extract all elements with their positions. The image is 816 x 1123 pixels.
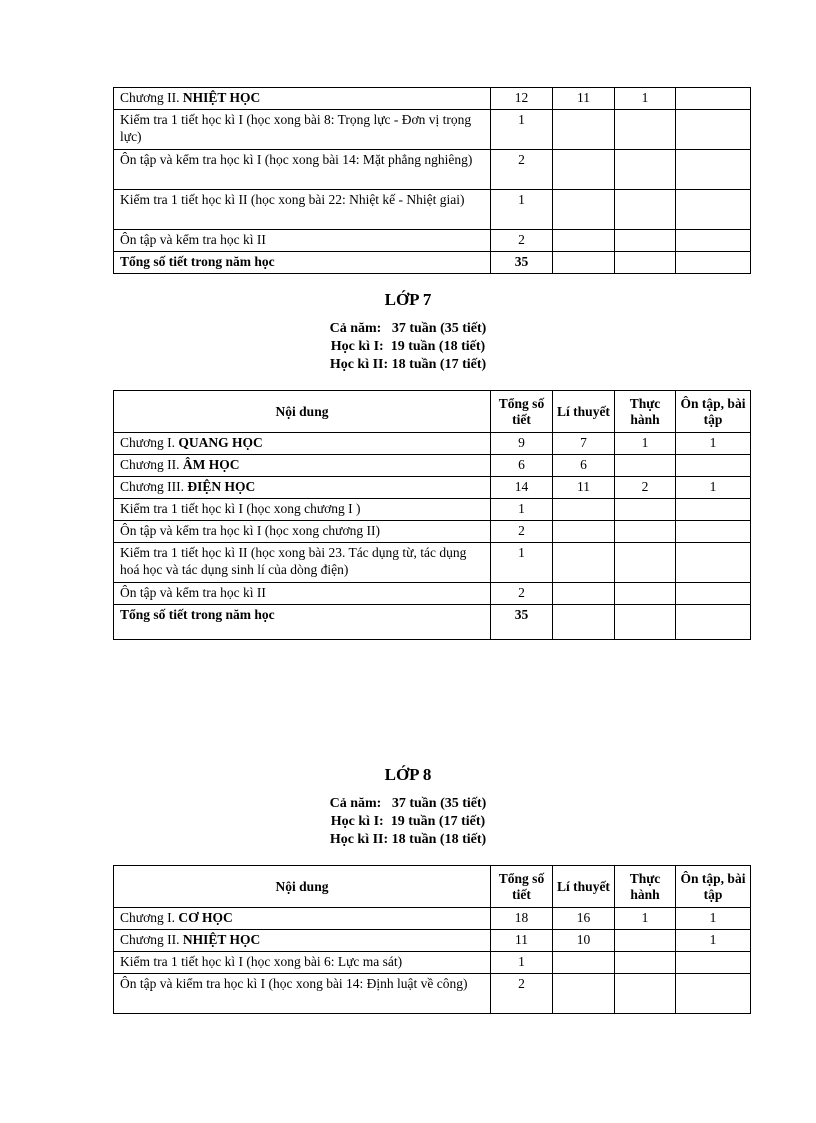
chapter-prefix: Chương II. xyxy=(120,90,180,105)
review-cell xyxy=(676,583,751,605)
theory-cell: 10 xyxy=(553,930,615,952)
theory-cell xyxy=(553,543,615,583)
content-cell: Kiểm tra 1 tiết học kì II (học xong bài 23. Tác dụng từ, tác dụng hoá học và tác dụng sinh lí của dòng điện) xyxy=(114,543,491,583)
grade7-sem2-line xyxy=(0,356,816,374)
theory-cell xyxy=(553,150,615,190)
table-row xyxy=(114,190,751,230)
theory-cell xyxy=(553,974,615,1014)
review-cell: 1 xyxy=(676,908,751,930)
total-cell: 6 xyxy=(491,455,553,477)
review-cell xyxy=(676,499,751,521)
practice-cell: 1 xyxy=(615,433,676,455)
content-cell: Ôn tập và kểm tra học kì I (học xong chương II) xyxy=(114,521,491,543)
content-cell: Kiểm tra 1 tiết học kì I (học xong bài 6: Lực ma sát) xyxy=(114,952,491,974)
table-row-total xyxy=(114,605,751,640)
total-cell: 12 xyxy=(491,88,553,110)
total-cell: 14 xyxy=(491,477,553,499)
practice-cell xyxy=(615,150,676,190)
chapter-title: NHIỆT HỌC xyxy=(182,90,261,105)
header-review: Ôn tập, bài tập xyxy=(676,391,751,433)
grade8-year-line xyxy=(0,795,816,813)
table-row xyxy=(114,150,751,190)
content-cell: Ôn tập và kểm tra học kì II xyxy=(114,230,491,252)
review-cell xyxy=(676,150,751,190)
review-cell xyxy=(676,252,751,274)
sem2-label: Học kì II: xyxy=(329,832,389,847)
total-cell: 1 xyxy=(491,110,553,150)
practice-cell xyxy=(615,930,676,952)
theory-cell: 11 xyxy=(553,477,615,499)
total-cell: 18 xyxy=(491,908,553,930)
table-row xyxy=(114,543,751,583)
header-content: Nội dung xyxy=(114,391,491,433)
total-cell: 1 xyxy=(491,499,553,521)
content-cell: Ôn tập và kểm tra học kì II xyxy=(114,583,491,605)
theory-cell xyxy=(553,110,615,150)
table-row xyxy=(114,974,751,1014)
total-cell: 35 xyxy=(491,252,553,274)
review-cell xyxy=(676,543,751,583)
content-cell: Kiểm tra 1 tiết học kì I (học xong bài 8: Trọng lực - Đơn vị trọng lực) xyxy=(114,110,491,150)
theory-cell xyxy=(553,190,615,230)
theory-cell xyxy=(553,252,615,274)
sem2-value: 18 tuần (17 tiết) xyxy=(391,357,487,372)
chapter-prefix: Chương II. xyxy=(120,932,180,947)
practice-cell: 2 xyxy=(615,477,676,499)
table-row xyxy=(114,499,751,521)
total-cell: 2 xyxy=(491,150,553,190)
total-cell: 1 xyxy=(491,952,553,974)
practice-cell xyxy=(615,252,676,274)
total-cell: 1 xyxy=(491,190,553,230)
grade8-sem2-line xyxy=(0,831,816,849)
review-cell: 1 xyxy=(676,930,751,952)
table-row xyxy=(114,88,751,110)
table-row-total xyxy=(114,252,751,274)
theory-cell xyxy=(553,605,615,640)
chapter-prefix: Chương II. xyxy=(120,457,180,472)
practice-cell xyxy=(615,543,676,583)
review-cell xyxy=(676,88,751,110)
table-header-row xyxy=(114,866,751,908)
header-practice: Thực hành xyxy=(615,391,676,433)
review-cell: 1 xyxy=(676,433,751,455)
theory-cell xyxy=(553,499,615,521)
chapter-title: CƠ HỌC xyxy=(178,910,233,925)
header-theory: Lí thuyết xyxy=(553,391,615,433)
total-cell: 35 xyxy=(491,605,553,640)
grade6-table-continued xyxy=(113,87,751,274)
year-label: Cả năm: xyxy=(329,796,382,811)
sem2-value: 18 tuần (18 tiết) xyxy=(391,832,487,847)
grade7-sem1-line xyxy=(0,338,816,356)
year-value: 37 tuần (35 tiết) xyxy=(391,321,487,336)
review-cell xyxy=(676,110,751,150)
theory-cell xyxy=(553,230,615,252)
grade8-title: LỚP 8 xyxy=(384,765,432,784)
total-cell: 2 xyxy=(491,974,553,1014)
content-cell: Tổng số tiết trong năm học xyxy=(114,252,491,274)
practice-cell xyxy=(615,583,676,605)
practice-cell xyxy=(615,974,676,1014)
table-row xyxy=(114,230,751,252)
review-cell xyxy=(676,974,751,1014)
content-cell: Kiểm tra 1 tiết học kì II (học xong bài 22: Nhiệt kế - Nhiệt giai) xyxy=(114,190,491,230)
header-total: Tổng số tiết xyxy=(491,866,553,908)
year-value: 37 tuần (35 tiết) xyxy=(391,796,487,811)
header-total: Tổng số tiết xyxy=(491,391,553,433)
practice-cell xyxy=(615,499,676,521)
theory-cell: 11 xyxy=(553,88,615,110)
total-cell: 1 xyxy=(491,543,553,583)
review-cell xyxy=(676,605,751,640)
chapter-prefix: Chương III. xyxy=(120,479,184,494)
content-cell: Ôn tập và kiểm tra học kì I (học xong bài 14: Định luật về công) xyxy=(114,974,491,1014)
grade7-table xyxy=(113,390,751,640)
grade7-year-line xyxy=(0,320,816,338)
review-cell xyxy=(676,230,751,252)
table-header-row xyxy=(114,391,751,433)
table-row xyxy=(114,521,751,543)
grade7-title: LỚP 7 xyxy=(384,290,432,309)
practice-cell xyxy=(615,952,676,974)
total-cell: 9 xyxy=(491,433,553,455)
content-cell: Kiểm tra 1 tiết học kì I (học xong chương I ) xyxy=(114,499,491,521)
theory-cell xyxy=(553,521,615,543)
practice-cell: 1 xyxy=(615,88,676,110)
header-review: Ôn tập, bài tập xyxy=(676,866,751,908)
sem2-label: Học kì II: xyxy=(329,357,389,372)
chapter-title: ĐIỆN HỌC xyxy=(187,479,256,494)
theory-cell: 6 xyxy=(553,455,615,477)
total-cell: 2 xyxy=(491,521,553,543)
chapter-prefix: Chương I. xyxy=(120,435,175,450)
review-cell xyxy=(676,455,751,477)
sem1-value: 19 tuần (18 tiết) xyxy=(390,339,486,354)
content-cell: Ôn tập và kểm tra học kì I (học xong bài 14: Mặt phẳng nghiêng) xyxy=(114,150,491,190)
sem1-value: 19 tuần (17 tiết) xyxy=(390,814,486,829)
total-cell: 2 xyxy=(491,583,553,605)
theory-cell xyxy=(553,952,615,974)
table-row xyxy=(114,477,751,499)
total-cell: 2 xyxy=(491,230,553,252)
chapter-title: ÂM HỌC xyxy=(182,457,240,472)
table-row xyxy=(114,930,751,952)
table-row xyxy=(114,433,751,455)
chapter-title: NHIỆT HỌC xyxy=(182,932,261,947)
theory-cell: 7 xyxy=(553,433,615,455)
practice-cell xyxy=(615,190,676,230)
table-row xyxy=(114,952,751,974)
sem1-label: Học kì I: xyxy=(330,814,384,829)
review-cell xyxy=(676,952,751,974)
header-practice: Thực hành xyxy=(615,866,676,908)
sem1-label: Học kì I: xyxy=(330,339,384,354)
table-row xyxy=(114,455,751,477)
header-theory: Lí thuyết xyxy=(553,866,615,908)
theory-cell: 16 xyxy=(553,908,615,930)
year-label: Cả năm: xyxy=(329,321,382,336)
chapter-title: QUANG HỌC xyxy=(178,435,263,450)
content-cell: Tổng số tiết trong năm học xyxy=(114,605,491,640)
review-cell xyxy=(676,190,751,230)
review-cell xyxy=(676,521,751,543)
header-content: Nội dung xyxy=(114,866,491,908)
total-cell: 11 xyxy=(491,930,553,952)
grade8-sem1-line xyxy=(0,813,816,831)
grade8-table xyxy=(113,865,751,1014)
practice-cell xyxy=(615,521,676,543)
table-row xyxy=(114,908,751,930)
practice-cell xyxy=(615,455,676,477)
chapter-prefix: Chương I. xyxy=(120,910,175,925)
theory-cell xyxy=(553,583,615,605)
practice-cell: 1 xyxy=(615,908,676,930)
practice-cell xyxy=(615,605,676,640)
table-row xyxy=(114,583,751,605)
table-row xyxy=(114,110,751,150)
practice-cell xyxy=(615,230,676,252)
practice-cell xyxy=(615,110,676,150)
review-cell: 1 xyxy=(676,477,751,499)
